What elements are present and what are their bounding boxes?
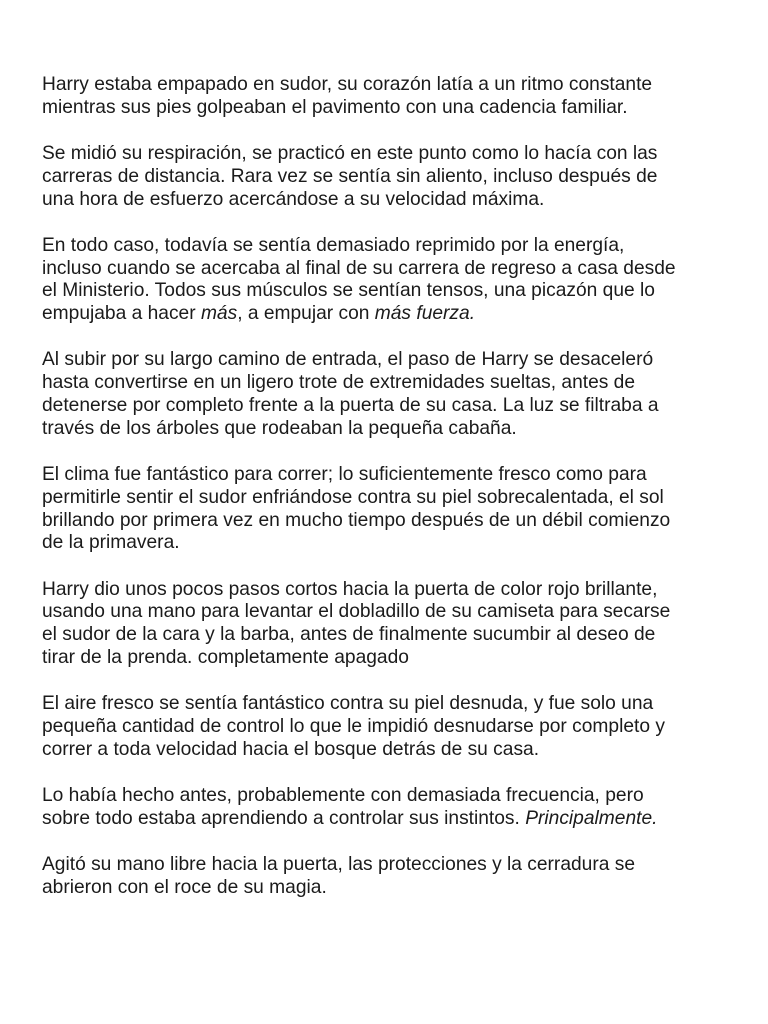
text-line: [42, 349, 722, 372]
text-run: mientras sus pies golpeaban el pavimento con una cadencia familiar.: [42, 96, 628, 118]
paragraph: [42, 693, 722, 761]
italic-text: Principalmente.: [525, 807, 658, 829]
paragraph: [42, 74, 722, 120]
text-run: pequeña cantidad de control lo que le impidió desnudarse por completo y: [42, 715, 665, 737]
text-run: incluso cuando se acercaba al final de su carrera de regreso a casa desde: [42, 257, 676, 279]
text-run: tirar de la prenda. completamente apagado: [42, 646, 409, 668]
text-line: [42, 395, 722, 418]
text-run: hasta convertirse en un ligero trote de extremidades sueltas, antes de: [42, 372, 636, 394]
text-line: [42, 74, 722, 97]
text-run: , a empujar con: [237, 303, 375, 325]
text-line: [42, 624, 722, 647]
text-run: Al subir por su largo camino de entrada, el paso de Harry se desaceleró: [42, 349, 654, 371]
text-line: [42, 808, 722, 831]
text-line: [42, 854, 722, 877]
text-run: empujaba a hacer: [42, 303, 201, 325]
text-run: El aire fresco se sentía fantástico contra su piel desnuda, y fue solo una: [42, 693, 654, 715]
text-line: [42, 739, 722, 762]
paragraph: [42, 349, 722, 440]
text-line: [42, 303, 722, 326]
text-line: [42, 97, 722, 120]
text-line: [42, 579, 722, 602]
text-run: En todo caso, todavía se sentía demasiado reprimido por la energía,: [42, 234, 625, 256]
text-run: carreras de distancia. Rara vez se sentía sin aliento, incluso después de: [42, 165, 658, 187]
text-run: sobre todo estaba aprendiendo a controlar sus instintos.: [42, 807, 526, 829]
text-run: través de los árboles que rodeaban la pequeña cabaña.: [42, 417, 517, 439]
text-run: permitirle sentir el sudor enfriándose contra su piel sobrecalentada, el sol: [42, 486, 664, 508]
text-line: [42, 647, 722, 670]
text-line: [42, 280, 722, 303]
text-run: El clima fue fantástico para correr; lo suficientemente fresco como para: [42, 463, 647, 485]
text-run: de la primavera.: [42, 532, 180, 554]
text-line: [42, 716, 722, 739]
paragraph: [42, 464, 722, 555]
italic-text: más fuerza.: [374, 303, 476, 325]
text-line: [42, 166, 722, 189]
text-run: Se midió su respiración, se practicó en este punto como lo hacía con las: [42, 142, 658, 164]
text-line: [42, 418, 722, 441]
text-run: usando una mano para levantar el dobladillo de su camiseta para secarse: [42, 601, 671, 623]
paragraph: [42, 854, 722, 900]
text-line: [42, 235, 722, 258]
text-run: el Ministerio. Todos sus músculos se sentían tensos, una picazón que lo: [42, 280, 655, 302]
paragraph: [42, 143, 722, 211]
text-line: [42, 693, 722, 716]
text-line: [42, 532, 722, 555]
text-run: una hora de esfuerzo acercándose a su velocidad máxima.: [42, 188, 545, 210]
text-run: el sudor de la cara y la barba, antes de finalmente sucumbir al deseo de: [42, 624, 656, 646]
text-line: [42, 877, 722, 900]
paragraph: [42, 235, 722, 326]
text-line: [42, 143, 722, 166]
text-line: [42, 785, 722, 808]
text-line: [42, 487, 722, 510]
text-line: [42, 258, 722, 281]
text-run: brillando por primera vez en mucho tiempo después de un débil comienzo: [42, 509, 671, 531]
text-run: correr a toda velocidad hacia el bosque detrás de su casa.: [42, 738, 540, 760]
body-text: [42, 74, 722, 923]
text-run: Lo había hecho antes, probablemente con demasiada frecuencia, pero: [42, 784, 644, 806]
text-line: [42, 189, 722, 212]
paragraph: [42, 785, 722, 831]
text-line: [42, 372, 722, 395]
italic-text: más: [200, 303, 238, 325]
text-run: Harry estaba empapado en sudor, su corazón latía a un ritmo constante: [42, 74, 653, 95]
text-run: Agitó su mano libre hacia la puerta, las protecciones y la cerradura se: [42, 853, 635, 875]
text-run: detenerse por completo frente a la puerta de su casa. La luz se filtraba a: [42, 394, 659, 416]
text-line: [42, 464, 722, 487]
paragraph: [42, 579, 722, 670]
text-line: [42, 510, 722, 533]
text-line: [42, 601, 722, 624]
text-run: Harry dio unos pocos pasos cortos hacia la puerta de color rojo brillante,: [42, 578, 658, 600]
text-run: abrieron con el roce de su magia.: [42, 876, 327, 898]
